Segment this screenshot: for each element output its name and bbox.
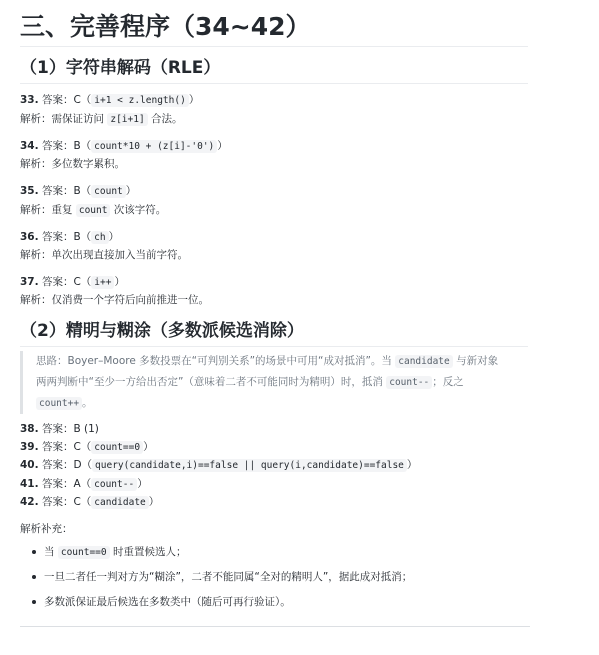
supplement-list — [20, 544, 540, 619]
question-number: 39. — [20, 441, 39, 453]
answer-letter: B — [73, 423, 81, 435]
answer-37: 37. 答案：C（ i++ ） — [20, 276, 125, 288]
quote-line-2 — [36, 372, 526, 393]
answer-letter: C — [73, 496, 81, 508]
answer-letter: B — [73, 185, 81, 197]
separator: ： — [62, 276, 74, 288]
explanation-label: 解析 — [20, 294, 41, 306]
quote-text: 思路：Boyer–Moore 多数投票在“可判别关系”的场景中可用“成对抵消”。当 — [36, 355, 392, 367]
approach-blockquote — [20, 351, 526, 414]
list-text: 当 — [44, 546, 55, 558]
list-text: 一旦二者任一判对方为“糊涂”，二者不能同属“全对的精明人”，据此成对抵消； — [44, 571, 413, 583]
question-number: 33. — [20, 94, 39, 106]
answer-label: 答案 — [41, 140, 63, 152]
explanation-37: 解析：仅消费一个字符后向前推进一位。 — [20, 294, 209, 306]
bullet-icon — [32, 550, 36, 554]
separator: ： — [62, 94, 74, 106]
answer-code: count — [91, 185, 126, 198]
question-number: 41. — [20, 478, 39, 490]
list-code: count==0 — [58, 546, 110, 559]
answer-letter: C — [73, 441, 81, 453]
explanation-text: 需保证访问 — [51, 113, 104, 125]
explanation-text-end: 合法。 — [151, 113, 183, 125]
answer-36: 36. 答案：B（ ch ） — [20, 231, 120, 243]
explanation-label: 解析 — [20, 158, 41, 170]
answer-code: ch — [91, 231, 108, 244]
answer-code: count==0 — [91, 441, 143, 454]
quote-text: 两两判断中“至少一方给出否定”（意味着二者不可能同时为精明）时，抵消 — [36, 376, 383, 388]
question-number: 42. — [20, 496, 39, 508]
explanation-text: 单次出现直接加入当前字符。 — [51, 249, 188, 261]
answer-label: 答案 — [41, 496, 63, 508]
answer-code: count-- — [91, 478, 137, 491]
answer-40: 40. 答案：D（ query(candidate,i)==false || query(i,candidate)==false ） — [20, 459, 418, 471]
answer-letter: B — [73, 231, 81, 243]
explanation-label: 解析 — [20, 249, 41, 261]
quote-code: count++ — [36, 397, 82, 410]
answer-letter: B — [73, 140, 81, 152]
separator: ： — [62, 478, 74, 490]
question-number: 38. — [20, 423, 39, 435]
supplement-label: 解析补充： — [20, 523, 73, 535]
question-number: 35. — [20, 185, 39, 197]
answer-42: 42. 答案：C（ candidate ） — [20, 496, 160, 508]
list-text-end: 时重置候选人； — [112, 546, 187, 558]
question-number: 34. — [20, 140, 39, 152]
list-item — [20, 594, 540, 619]
answer-letter: C — [73, 94, 81, 106]
list-text: 多数派保证最后候选在多数类中（随后可再行验证）。 — [44, 596, 291, 608]
answer-label: 答案 — [41, 423, 63, 435]
answer-plain: (1) — [84, 423, 99, 435]
section-heading-majority: （2）精明与糊涂（多数派候选消除） — [20, 319, 528, 347]
answer-39: 39. 答案：C（ count==0 ） — [20, 441, 154, 453]
page-title: 三、完善程序（34~42） — [20, 10, 528, 47]
question-number: 40. — [20, 459, 39, 471]
answer-letter: C — [73, 276, 81, 288]
answer-code: candidate — [91, 496, 148, 509]
answer-code: i+1 < z.length() — [91, 94, 189, 107]
answer-35: 35. 答案：B（ count ） — [20, 185, 137, 197]
separator: ： — [62, 423, 74, 435]
answer-label: 答案 — [41, 276, 63, 288]
answer-label: 答案 — [41, 478, 63, 490]
quote-text: ；反之 — [432, 376, 464, 388]
answer-label: 答案 — [41, 185, 63, 197]
explanation-label: 解析 — [20, 204, 41, 216]
separator: ： — [62, 140, 74, 152]
list-item — [20, 569, 540, 594]
separator: ： — [62, 496, 74, 508]
explanation-code: z[i+1] — [107, 113, 147, 126]
answer-label: 答案 — [41, 441, 63, 453]
quote-code: count-- — [386, 376, 432, 389]
bullet-icon — [32, 600, 36, 604]
answer-33: 33. 答案：C（ i+1 < z.length() ） — [20, 94, 200, 106]
explanation-text-end: 次该字符。 — [113, 204, 167, 216]
separator: ： — [62, 441, 74, 453]
explanation-code: count — [76, 204, 111, 217]
bullet-icon — [32, 575, 36, 579]
answer-letter: D — [73, 459, 82, 471]
explanation-33: 解析：需保证访问 z[i+1] 合法。 — [20, 113, 183, 125]
answer-label: 答案 — [41, 231, 63, 243]
answer-code: i++ — [91, 276, 114, 289]
quote-line-1 — [36, 351, 526, 372]
answer-code: count*10 + (z[i]-'0') — [91, 140, 217, 153]
answer-label: 答案 — [41, 94, 63, 106]
answer-38 — [20, 421, 530, 437]
question-number: 37. — [20, 276, 39, 288]
separator: ： — [62, 459, 74, 471]
explanation-text: 重复 — [51, 204, 73, 216]
quote-text: 。 — [82, 397, 93, 409]
answer-letter: A — [73, 478, 81, 490]
explanation-35: 解析：重复 count 次该字符。 — [20, 204, 167, 216]
answer-41: 41. 答案：A（ count-- ） — [20, 478, 148, 490]
answer-code: query(candidate,i)==false || query(i,candidate)==false — [92, 459, 407, 472]
explanation-34: 解析：多位数字累积。 — [20, 158, 125, 170]
answer-label: 答案 — [41, 459, 63, 471]
quote-text: 与新对象 — [456, 355, 499, 367]
answer-34: 34. 答案：B（ count*10 + (z[i]-'0') ） — [20, 140, 228, 152]
separator: ： — [62, 185, 74, 197]
explanation-text: 多位数字累积。 — [51, 158, 125, 170]
separator: ： — [62, 231, 74, 243]
list-item — [20, 544, 540, 569]
bottom-divider — [20, 626, 530, 627]
section-heading-rle: （1）字符串解码（RLE） — [20, 56, 528, 84]
question-number: 36. — [20, 231, 39, 243]
explanation-text: 仅消费一个字符后向前推进一位。 — [51, 294, 209, 306]
quote-code: candidate — [395, 355, 452, 368]
explanation-36: 解析：单次出现直接加入当前字符。 — [20, 249, 188, 261]
explanation-label: 解析 — [20, 113, 41, 125]
quote-line-3 — [36, 393, 526, 414]
